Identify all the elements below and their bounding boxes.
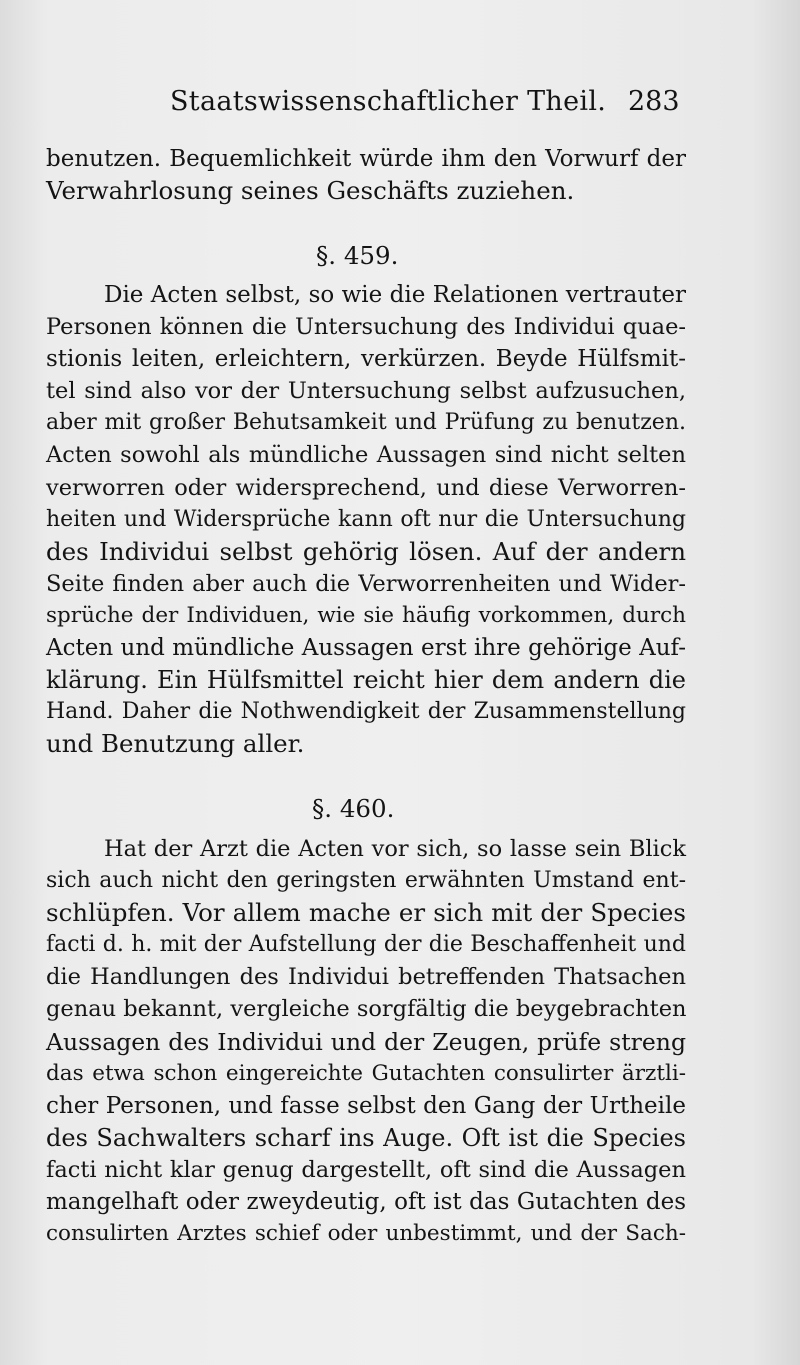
text-line: Personen können die Untersuchung des Individui quae- [46, 314, 686, 341]
text-line: tel sind also vor der Untersuchung selbst aufzusuchen, [46, 378, 686, 405]
text-line: Acten sowohl als mündliche Aussagen sind nicht selten [46, 442, 686, 469]
section-heading-text: §. 459. [316, 241, 399, 270]
intro-paragraph [46, 143, 686, 207]
page-number: 283 [628, 86, 680, 117]
section-460-paragraph [46, 833, 686, 1250]
text-line: facti nicht klar genug dargestellt, oft sind die Aussagen [46, 1156, 686, 1183]
text-line: consulirten Arztes schief oder unbestimmt, und der Sach- [46, 1221, 686, 1247]
text-line: Aussagen des Individui und der Zeugen, prüfe streng [46, 1027, 686, 1056]
running-head: Staatswissenschaftlicher Theil. [170, 86, 607, 117]
text-line: sprüche der Individuen, wie sie häufig vorkommen, durch [46, 602, 686, 628]
text-line: Hat der Arzt die Acten vor sich, so lasse sein Blick [104, 836, 686, 862]
text-line: Verwahrlosung seines Geschäfts zuziehen. [46, 176, 575, 206]
text-line: cher Personen, und fasse selbst den Gang der Urtheile [46, 1092, 686, 1119]
text-line: und Benutzung aller. [46, 729, 305, 759]
section-heading-459 [0, 240, 800, 272]
page-header [0, 86, 800, 126]
text-line: Seite finden aber auch die Verworrenheiten und Wider- [46, 570, 686, 597]
text-line: facti d. h. mit der Aufstellung der die Beschaffenheit und [46, 932, 686, 958]
text-line: die Handlungen des Individui betreffenden Thatsachen [46, 964, 686, 991]
text-line: sich auch nicht den geringsten erwähnten Umstand ent- [46, 868, 686, 894]
text-line: schlüpfen. Vor allem mache er sich mit der Species [46, 898, 686, 928]
text-line: mangelhaft oder zweydeutig, oft ist das Gutachten des [46, 1189, 686, 1216]
text-line: Hand. Daher die Nothwendigkeit der Zusammenstellung [46, 699, 686, 725]
section-heading-text: §. 460. [312, 794, 395, 823]
text-line: Acten und mündliche Aussagen erst ihre gehörige Auf- [46, 635, 686, 662]
text-line: klärung. Ein Hülfsmittel reicht hier dem andern die [46, 666, 686, 695]
text-line: stionis leiten, erleichtern, verkürzen. Beyde Hülfsmit- [46, 346, 686, 373]
section-459-paragraph [46, 279, 686, 760]
section-heading-460 [0, 793, 800, 825]
text-line: heiten und Widersprüche kann oft nur die Untersuchung [46, 506, 686, 532]
text-line: des Sachwalters scharf ins Auge. Oft ist die Species [46, 1123, 686, 1152]
text-line: verworren oder widersprechend, und diese Verworren- [46, 474, 686, 501]
text-line: des Individui selbst gehörig lösen. Auf der andern [46, 536, 686, 566]
text-line: genau bekannt, vergleiche sorgfältig die beygebrachten [46, 996, 687, 1023]
text-line: aber mit großer Behutsamkeit und Prüfung zu benutzen. [46, 410, 686, 436]
text-line: benutzen. Bequemlichkeit würde ihm den Vorwurf der [46, 146, 686, 172]
text-line: das etwa schon eingereichte Gutachten consulirter ärztli- [46, 1060, 686, 1086]
text-line: Die Acten selbst, so wie die Relationen vertrauter [104, 282, 686, 308]
